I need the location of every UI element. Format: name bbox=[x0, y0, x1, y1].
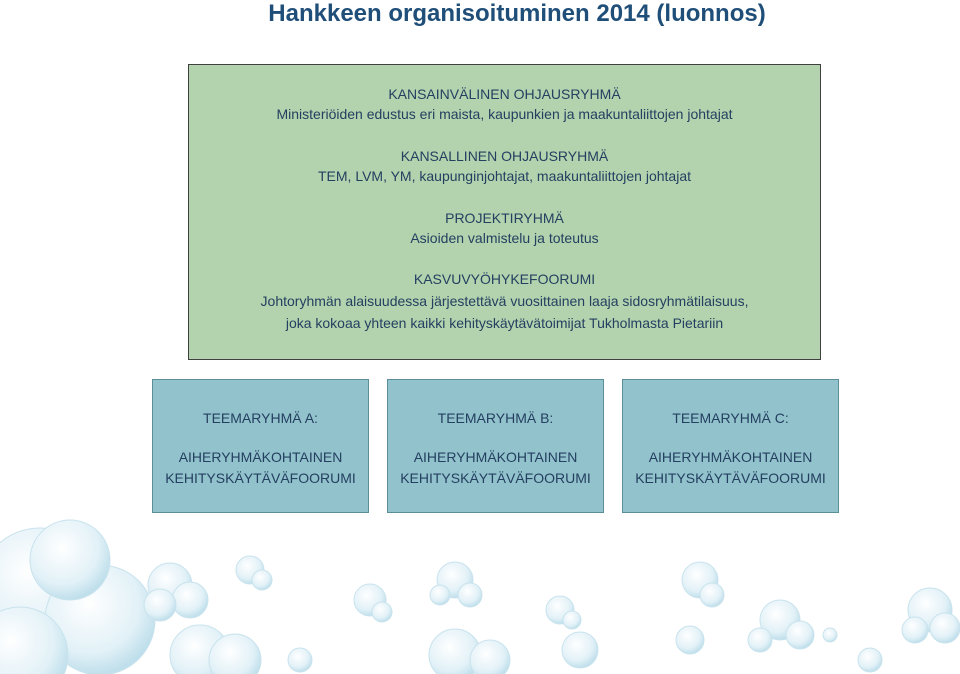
theme-group-b bbox=[387, 379, 604, 513]
theme-line: KEHITYSKÄYTÄVÄFOORUMI bbox=[165, 470, 356, 486]
section-description: Asioiden valmistelu ja toteutus bbox=[410, 230, 599, 246]
organization-main-box bbox=[188, 64, 821, 360]
section-heading: KASVUVYÖHYKEFOORUMI bbox=[413, 271, 596, 287]
theme-line: AIHERYHMÄKOHTAINEN bbox=[413, 449, 578, 465]
growth-zone-forum bbox=[189, 268, 820, 334]
section-description: TEM, LVM, YM, kaupunginjohtajat, maakuntaliittojen johtajat bbox=[317, 168, 692, 184]
section-description: Ministeriöiden edustus eri maista, kaupunkien ja maakuntaliittojen johtajat bbox=[276, 106, 733, 122]
theme-line: KEHITYSKÄYTÄVÄFOORUMI bbox=[635, 470, 826, 486]
theme-description bbox=[388, 447, 603, 489]
section-description: joka kokoaa yhteen kaikki kehityskäytävätoimijat Tukholmasta Pietariin bbox=[285, 315, 724, 331]
theme-description bbox=[153, 447, 368, 489]
section-description: Johtoryhmän alaisuudessa järjestettävä vuosittainen laaja sidosryhmätilaisuus, bbox=[260, 293, 749, 309]
section-heading: KANSALLINEN OHJAUSRYHMÄ bbox=[400, 148, 609, 164]
theme-group-a bbox=[152, 379, 369, 513]
international-steering-group bbox=[189, 84, 820, 124]
theme-line: AIHERYHMÄKOHTAINEN bbox=[648, 449, 813, 465]
theme-line: KEHITYSKÄYTÄVÄFOORUMI bbox=[400, 470, 591, 486]
section-heading: KANSAINVÄLINEN OHJAUSRYHMÄ bbox=[388, 86, 621, 102]
theme-heading: TEEMARYHMÄ B: bbox=[437, 410, 554, 426]
theme-group-c bbox=[622, 379, 839, 513]
page-title: Hankkeen organisoituminen 2014 (luonnos) bbox=[268, 0, 766, 27]
section-heading: PROJEKTIRYHMÄ bbox=[445, 210, 564, 226]
theme-heading: TEEMARYHMÄ C: bbox=[672, 410, 789, 426]
theme-line: AIHERYHMÄKOHTAINEN bbox=[178, 449, 343, 465]
theme-description bbox=[623, 447, 838, 489]
theme-heading: TEEMARYHMÄ A: bbox=[203, 410, 318, 426]
national-steering-group bbox=[189, 146, 820, 186]
project-group bbox=[189, 208, 820, 248]
